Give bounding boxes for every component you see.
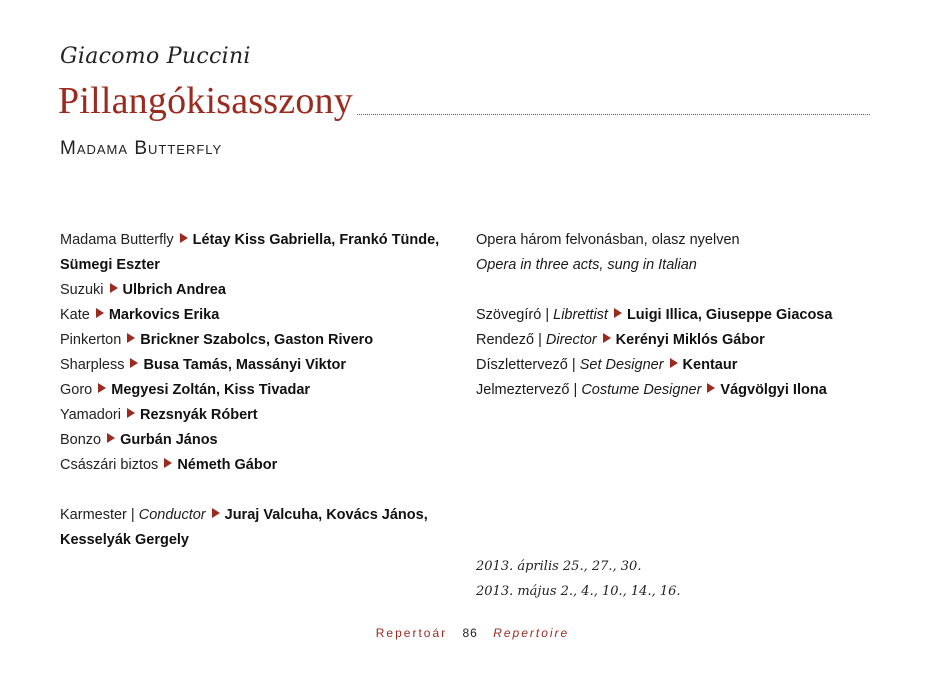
arrow-right-icon [110,283,118,293]
footer-label-en: Repertoire [493,626,570,640]
creative-name: Vágvölgyi Ilona [720,382,827,398]
performer-names: Ulbrich Andrea [122,282,226,298]
page-footer [0,626,945,640]
role-name: Pinkerton [60,332,122,348]
cast-entry [60,228,460,278]
arrow-right-icon [212,508,220,518]
creative-role-en: Librettist [553,307,608,323]
cast-entry [60,303,460,328]
conductor-entry [60,503,460,553]
cast-entry [60,278,460,303]
creative-role-en: Set Designer [579,357,664,373]
performer-names: Megyesi Zoltán, Kiss Tivadar [111,382,311,398]
conductor-names: Juraj Valcuha, Kovács János, Kesselyák Gergely [60,507,428,548]
performance-dates [476,554,681,604]
role-name: Kate [60,307,90,323]
performer-names: Markovics Erika [108,307,220,323]
separator: | [545,307,550,323]
production-info [476,228,896,403]
description-hu: Opera három felvonásban, olasz nyelven [476,232,740,248]
arrow-right-icon [614,308,622,318]
creative-role-hu: Szövegíró [476,307,542,323]
role-name: Suzuki [60,282,104,298]
creative-entry [476,378,896,403]
creative-entry [476,328,896,353]
separator: | [573,382,578,398]
creative-role-en: Director [545,332,597,348]
performer-names: Németh Gábor [177,457,278,473]
arrow-right-icon [96,308,104,318]
cast-entry [60,428,460,453]
performer-names: Brickner Szabolcs, Gaston Rivero [140,332,374,348]
cast-entry [60,328,460,353]
performer-names: Rezsnyák Róbert [139,407,258,423]
performer-names: Létay Kiss Gabriella, Frankó Tünde, Sümegi Eszter [60,232,440,273]
arrow-right-icon [603,333,611,343]
creative-name: Kerényi Miklós Gábor [615,332,765,348]
creative-role-hu: Jelmeztervező [476,382,570,398]
arrow-right-icon [127,333,135,343]
arrow-right-icon [98,383,106,393]
arrow-right-icon [130,358,138,368]
spacer [60,478,460,503]
arrow-right-icon [164,458,172,468]
performer-names: Gurbán János [120,432,218,448]
separator: | [538,332,542,348]
cast-entry [60,378,460,403]
date-line: 2013. április 25., 27., 30. [476,559,642,574]
arrow-right-icon [707,383,715,393]
conductor-role-hu: Karmester [60,507,127,523]
creative-role-hu: Rendező [476,332,535,348]
role-name: Madama Butterfly [60,232,174,248]
creative-role-hu: Díszlettervező [476,357,568,373]
opera-subtitle: Madama Butterfly [60,138,223,159]
role-name: Császári biztos [60,457,159,473]
role-name: Yamadori [60,407,121,423]
conductor-role-en: Conductor [138,507,206,523]
creative-name: Kentaur [682,357,738,373]
cast-entry [60,353,460,378]
arrow-right-icon [107,433,115,443]
date-line: 2013. május 2., 4., 10., 14., 16. [476,584,681,599]
role-name: Sharpless [60,357,125,373]
cast-list [60,228,460,553]
arrow-right-icon [180,233,188,243]
creative-name: Luigi Illica, Giuseppe Giacosa [626,307,833,323]
role-name: Goro [60,382,93,398]
title-row [58,80,870,122]
cast-entry [60,453,460,478]
arrow-right-icon [670,358,678,368]
opera-title: Pillangókisasszony [58,80,353,122]
creative-entry [476,353,896,378]
composer-name: Giacomo Puccini [60,44,251,69]
role-name: Bonzo [60,432,102,448]
creative-role-en: Costume Designer [581,382,702,398]
title-dotted-rule [357,114,870,115]
page-number: 86 [462,626,478,640]
spacer [476,278,896,303]
description-en: Opera in three acts, sung in Italian [476,257,697,273]
separator: | [130,507,135,523]
arrow-right-icon [127,408,135,418]
performer-names: Busa Tamás, Massányi Viktor [143,357,347,373]
creative-entry [476,303,896,328]
footer-label-hu: Repertoár [375,626,448,640]
cast-entry [60,403,460,428]
separator: | [571,357,576,373]
